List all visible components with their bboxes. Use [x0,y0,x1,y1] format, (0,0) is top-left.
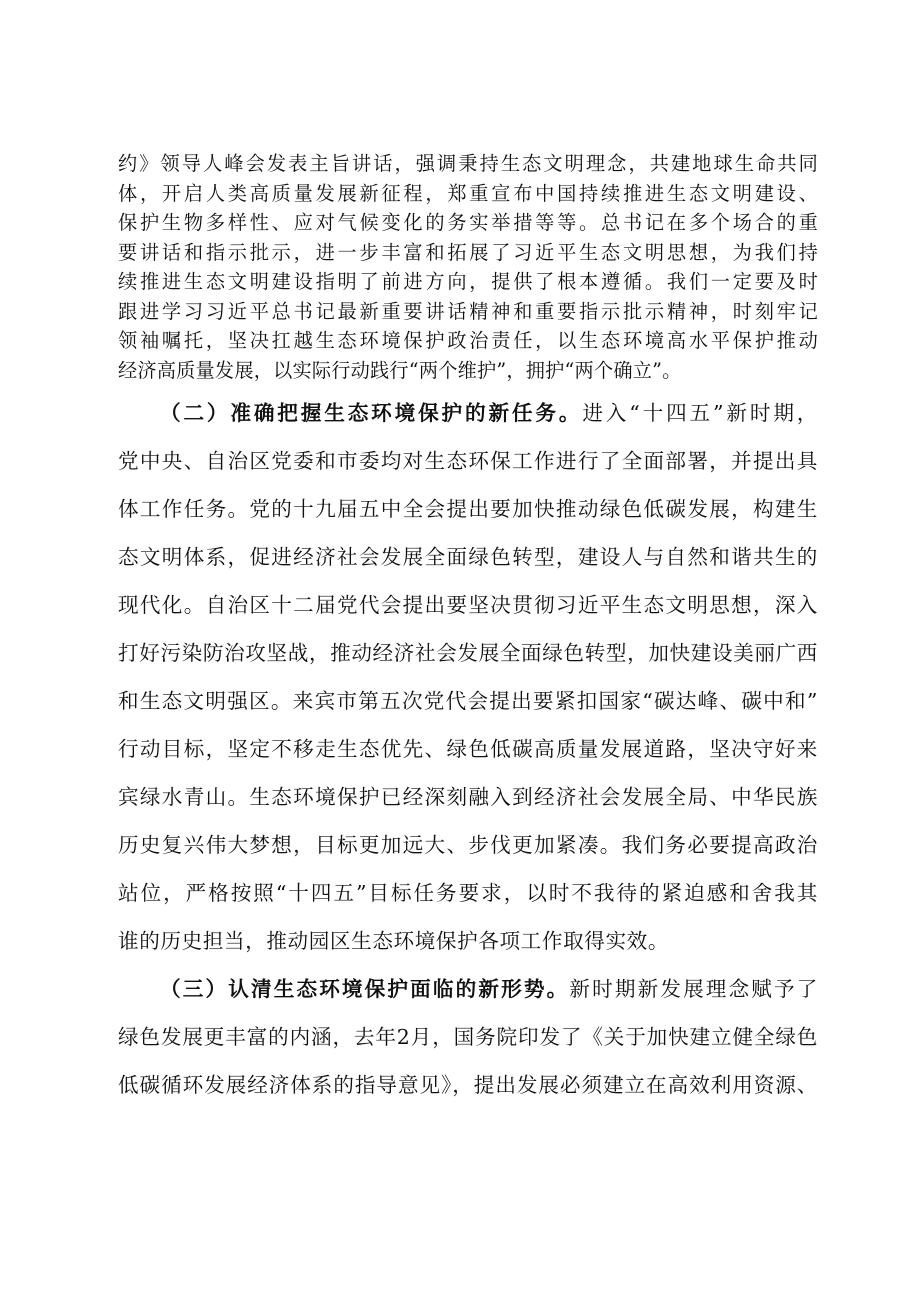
paragraph-line: 要讲话和指示批示，进一步丰富和拓展了习近平生态文明思想，为我们持 [118,241,818,264]
paragraph-line: 行动目标，坚定不移走生态优先、绿色低碳高质量发展道路，坚决守好来 [118,737,818,761]
paragraph-line: 跟进学习习近平总书记最新重要讲话精神和重要指示批示精神，时刻牢记 [118,300,818,323]
paragraph-line: 低碳循环发展经济体系的指导意见》，提出发展必须建立在高效利用资源、 [118,1073,818,1097]
paragraph-line: 谁的历史担当，推动园区生态环境保护各项工作取得实效。 [118,929,670,953]
paragraph-line: 续推进生态文明建设指明了前进方向，提供了根本遵循。我们一定要及时 [118,270,818,293]
paragraph-line: 领袖嘱托，坚决扛越生态环境保护政治责任，以生态环境高水平保护推动 [118,329,818,352]
section-heading-line [160,396,818,430]
paragraph-line: 站位，严格按照“十四五”目标任务要求，以时不我待的紧迫感和舍我其 [118,881,818,905]
paragraph-line: 打好污染防治攻坚战，推动经济社会发展全面绿色转型，加快建设美丽广西 [118,641,818,665]
paragraph-line: 历史复兴伟大梦想，目标更加远大、步伐更加紧凑。我们务必要提高政治 [118,833,818,857]
paragraph-line: 宾绿水青山。生态环境保护已经深刻融入到经济社会发展全局、中华民族 [118,785,818,809]
section-2-heading: （二）准确把握生态环境保护的新任务。 [160,401,583,425]
paragraph-line: 体工作任务。党的十九届五中全会提出要加快推动绿色低碳发展，构建生 [118,497,818,521]
section-heading-line [160,972,818,1006]
paragraph-line: 体，开启人类高质量发展新征程，郑重宣布中国持续推进生态文明建设、 [118,182,818,205]
paragraph-line: 保护生物多样性、应对气候变化的务实举措等等。总书记在多个场合的重 [118,211,818,234]
paragraph-line: 绿色发展更丰富的内涵，去年2月，国务院印发了《关于加快建立健全绿色 [118,1025,818,1049]
section-3-heading-rest: 新时期新发展理念赋予了 [569,977,818,1001]
paragraph-line: 和生态文明强区。来宾市第五次党代会提出要紧扣国家“碳达峰、碳中和” [118,689,818,713]
paragraph-line: 约》领导人峰会发表主旨讲话，强调秉持生态文明理念，共建地球生命共同 [118,152,818,175]
paragraph-line: 党中央、自治区党委和市委均对生态环保工作进行了全面部署，并提出具 [118,449,818,473]
paragraph-line: 态文明体系，促进经济社会发展全面绿色转型，建设人与自然和谐共生的 [118,545,818,569]
paragraph-line: 经济高质量发展，以实际行动践行“两个维护”，拥护“两个确立”。 [118,359,682,382]
section-2-heading-rest: 进入“十四五”新时期， [582,401,818,425]
section-3-heading: （三）认清生态环境保护面临的新形势。 [160,977,570,1001]
paragraph-line: 现代化。自治区十二届党代会提出要坚决贯彻习近平生态文明思想，深入 [118,593,818,617]
